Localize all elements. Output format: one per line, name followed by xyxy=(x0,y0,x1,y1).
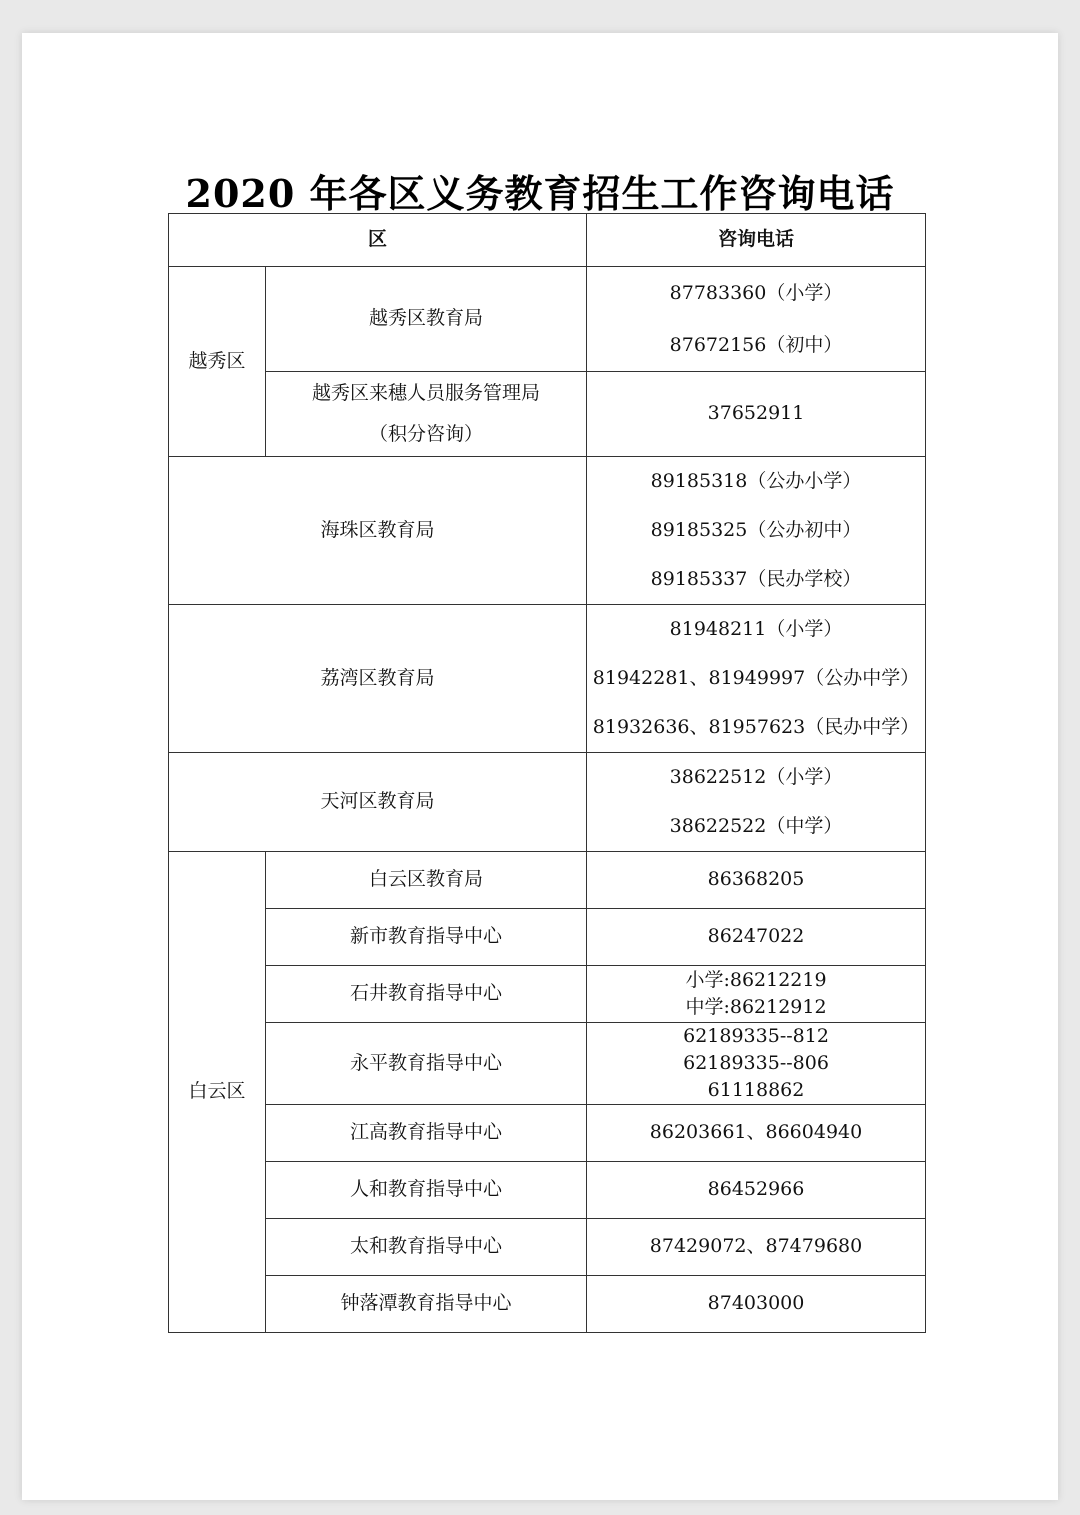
office-name-line: （积分咨询） xyxy=(369,423,484,445)
table-row xyxy=(169,1023,926,1105)
header-district: 区 xyxy=(169,214,587,267)
phone-number: 81942281、81949997（公办中学） xyxy=(592,667,920,689)
phone-number: 中学:86212912 xyxy=(685,996,827,1018)
phone-number: 81948211（小学） xyxy=(669,618,843,640)
document-page xyxy=(22,33,1058,1500)
phone-number: 38622512（小学） xyxy=(669,766,843,788)
table-row xyxy=(169,1162,926,1219)
phone-cell xyxy=(587,1023,926,1105)
office-name: 新市教育指导中心 xyxy=(266,909,587,966)
phone-number: 89185318（公办小学） xyxy=(650,470,862,492)
office-name: 天河区教育局 xyxy=(169,753,587,852)
phone-number: 38622522（中学） xyxy=(669,815,843,837)
office-name: 钟落潭教育指导中心 xyxy=(266,1276,587,1333)
table-row xyxy=(169,852,926,909)
phone-number: 81932636、81957623（民办中学） xyxy=(592,716,920,738)
table-row xyxy=(169,1276,926,1333)
table-row xyxy=(169,372,926,457)
office-name: 石井教育指导中心 xyxy=(266,966,587,1023)
office-name-line: 越秀区来穗人员服务管理局 xyxy=(312,382,541,404)
phone-cell: 87429072、87479680 xyxy=(587,1219,926,1276)
table-row xyxy=(169,909,926,966)
phone-cell xyxy=(587,457,926,605)
phone-cell: 37652911 xyxy=(587,372,926,457)
phone-cell xyxy=(587,966,926,1023)
document-title: 2020 年各区义务教育招生工作咨询电话 xyxy=(185,171,895,216)
table-row xyxy=(169,753,926,852)
phone-number: 89185337（民办学校） xyxy=(650,568,862,590)
table-row xyxy=(169,966,926,1023)
office-name: 太和教育指导中心 xyxy=(266,1219,587,1276)
table-row xyxy=(169,1219,926,1276)
office-name: 白云区教育局 xyxy=(266,852,587,909)
office-name: 海珠区教育局 xyxy=(169,457,587,605)
header-phone: 咨询电话 xyxy=(587,214,926,267)
phone-cell: 87403000 xyxy=(587,1276,926,1333)
table-row xyxy=(169,1105,926,1162)
phone-cell: 86368205 xyxy=(587,852,926,909)
office-name: 江高教育指导中心 xyxy=(266,1105,587,1162)
phone-cell xyxy=(587,605,926,753)
phone-number: 89185325（公办初中） xyxy=(650,519,862,541)
table-header-row xyxy=(169,214,926,267)
phone-cell xyxy=(587,753,926,852)
office-name: 越秀区教育局 xyxy=(266,267,587,372)
phone-number: 61118862 xyxy=(707,1079,805,1101)
phone-cell: 86452966 xyxy=(587,1162,926,1219)
phone-number: 小学:86212219 xyxy=(685,969,827,991)
district-yuexiu: 越秀区 xyxy=(169,267,266,457)
district-baiyun: 白云区 xyxy=(169,852,266,1333)
contact-table xyxy=(168,213,926,1333)
office-name xyxy=(266,372,587,457)
table-row xyxy=(169,457,926,605)
office-name: 永平教育指导中心 xyxy=(266,1023,587,1105)
phone-cell: 86203661、86604940 xyxy=(587,1105,926,1162)
phone-number: 62189335--806 xyxy=(683,1052,829,1074)
phone-number: 87672156（初中） xyxy=(669,334,843,356)
phone-cell xyxy=(587,267,926,372)
phone-cell: 86247022 xyxy=(587,909,926,966)
table-row xyxy=(169,605,926,753)
phone-number: 87783360（小学） xyxy=(669,282,843,304)
office-name: 人和教育指导中心 xyxy=(266,1162,587,1219)
office-name: 荔湾区教育局 xyxy=(169,605,587,753)
table-row xyxy=(169,267,926,372)
phone-number: 62189335--812 xyxy=(683,1025,829,1047)
